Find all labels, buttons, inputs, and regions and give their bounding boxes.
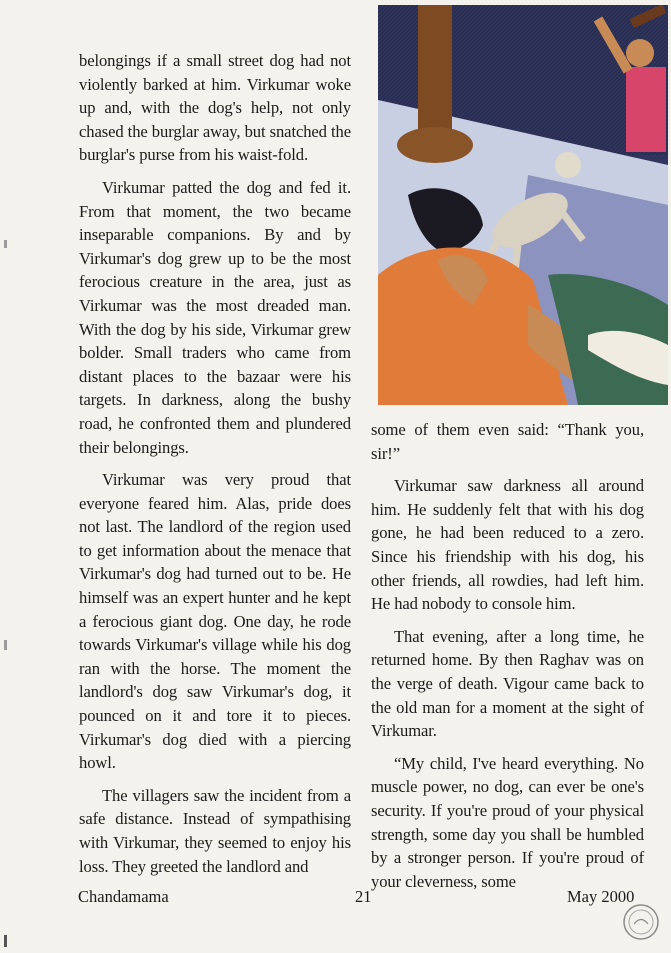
paragraph: some of them even said: “Thank you, sir!” xyxy=(371,420,644,463)
left-text-column xyxy=(79,49,351,887)
paragraph: Virkumar saw darkness all around him. He suddenly felt that with his dog gone, he had been reduced to a zero. Since his friendship with his dog, his other friends, all rowdies, had left him. He had nobody to console him. xyxy=(371,476,644,614)
paragraph: The villagers saw the incident from a safe distance. Instead of sympathising with Virkumar, they seemed to enjoy his loss. They greeted the landlord and xyxy=(79,785,351,876)
paragraph: Virkumar patted the dog and fed it. From that moment, the two became inseparable companions. By and by Virkumar's dog grew up to be the most ferocious creature in the area, just as Virkumar was the most dreaded man. With the dog by his side, Virkumar grew bolder. Small traders who came from distant places to the bazaar were his targets. In darkness, along the bushy road, he confronted them and plundered their belongings. xyxy=(79,177,351,457)
paragraph: That evening, after a long time, he returned home. By then Raghav was on the verge of death. Vigour came back to the old man for a moment at the sight of Virkumar. xyxy=(371,626,644,741)
archive-stamp-icon xyxy=(622,903,660,941)
paragraph: Virkumar was very proud that everyone feared him. Alas, pride does not last. The landlord of the region used to get information about the menace that Virkumar's dog had turned out to be. He himself was an expert hunter and he kept a ferocious giant dog. One day, he rode towards Virkumar's village while his dog ran with the horse. The moment the landlord's dog saw Virkumar's dog, it pounced on it and tore it to pieces. Virkumar's dog died with a piercing howl. xyxy=(79,470,351,773)
scan-edge-mark xyxy=(4,240,7,248)
illustration-drawing xyxy=(378,5,668,405)
paragraph: “My child, I've heard everything. No muscle power, no dog, can ever be one's security. If you're proud of your physical strength, some day you shall be humbled by a stronger person. If you're proud of your cleverness, some xyxy=(371,753,644,891)
paragraph: belongings if a small street dog had not violently barked at him. Virkumar woke up and, with the dog's help, not only chased the burglar away, but snatched the burglar's purse from his waist-fold. xyxy=(79,51,351,165)
footer-magazine-name: Chandamama xyxy=(78,887,169,906)
scan-edge-mark xyxy=(4,640,7,650)
right-text-column xyxy=(371,418,644,902)
footer-issue-date: May 2000 xyxy=(567,887,635,906)
story-illustration xyxy=(378,5,668,405)
scan-edge-mark xyxy=(4,935,7,947)
footer-page-number: 21 xyxy=(355,887,372,906)
